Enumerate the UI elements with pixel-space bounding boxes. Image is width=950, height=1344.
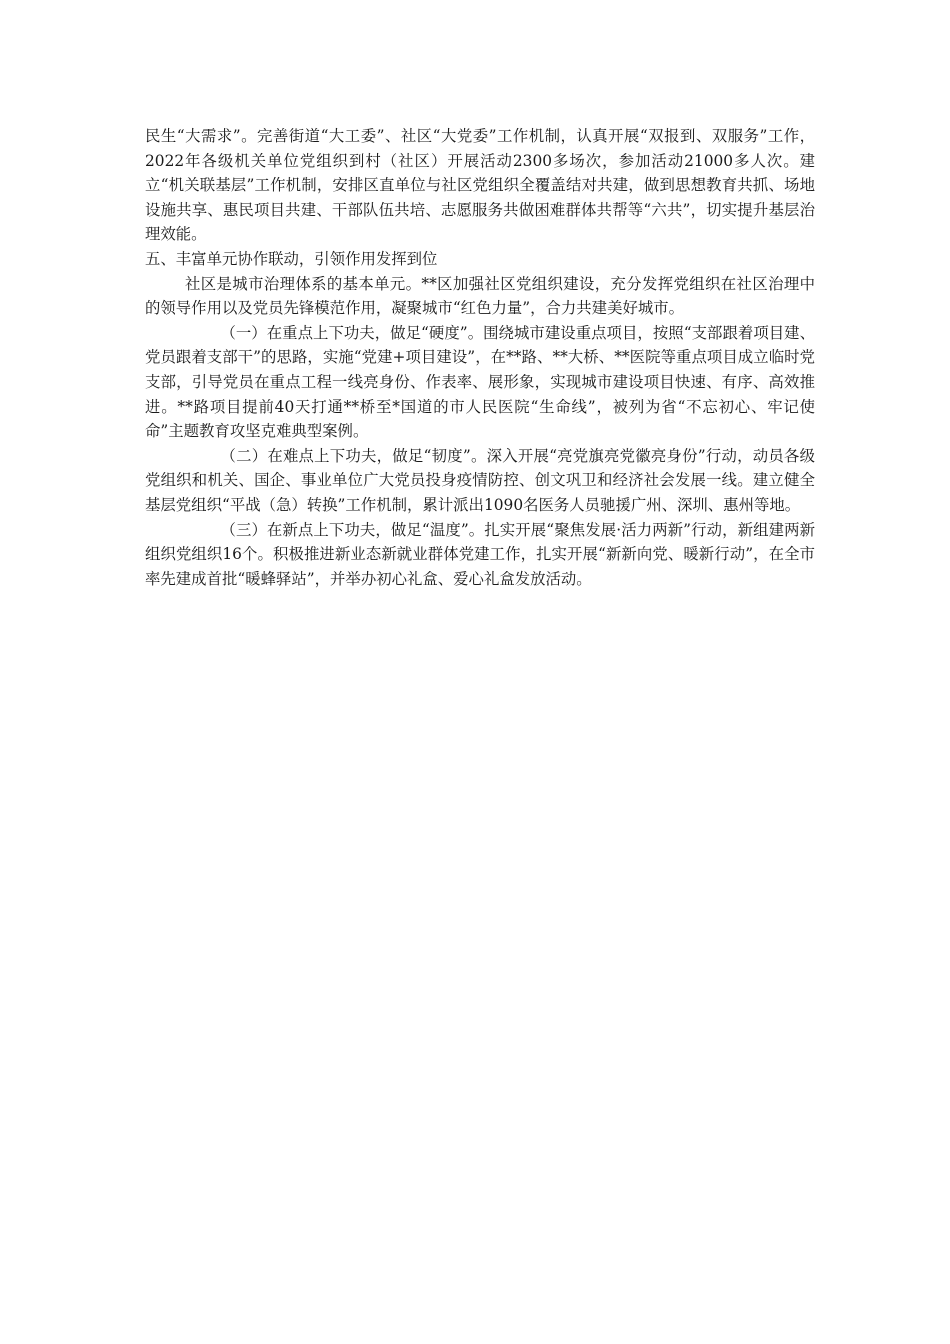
paragraph-item-two: （二）在难点上下功夫，做足“韧度”。深入开展“亮党旗亮党徽亮身份”行动，动员各级党组织和机关、国企、事业单位广大党员投身疫情防控、创文巩卫和经济社会发展一线。建立健全基层党组织“平战（急）转换”工作机制，累计派出1090名医务人员驰援广州、深圳、惠州等地。 [145,446,815,514]
paragraph-item-one: （一）在重点上下功夫，做足“硬度”。围绕城市建设重点项目，按照“支部跟着项目建、党员跟着支部干”的思路，实施“党建+项目建设”，在**路、**大桥、**医院等重点项目成立临时党支部，引导党员在重点工程一线亮身份、作表率、展形象，实现城市建设项目快速、有序、高效推进。**路项目提前40天打通**桥至*国道的市人民医院“生命线”，被列为省“不忘初心、牢记使命”主题教育攻坚克难典型案例。 [145,323,815,441]
document-body [145,124,815,591]
paragraph-community-intro: 社区是城市治理体系的基本单元。**区加强社区党组织建设，充分发挥党组织在社区治理中的领导作用以及党员先锋模范作用，凝聚城市“红色力量”，合力共建美好城市。 [145,274,815,318]
paragraph-continuation: 民生“大需求”。完善街道“大工委”、社区“大党委”工作机制，认真开展“双报到、双服务”工作，2022年各级机关单位党组织到村（社区）开展活动2300多场次，参加活动21000多人次。建立“机关联基层”工作机制，安排区直单位与社区党组织全覆盖结对共建，做到思想教育共抓、场地设施共享、惠民项目共建、干部队伍共培、志愿服务共做困难群体共帮等“六共”，切实提升基层治理效能。 [145,127,815,244]
section-heading-five: 五、丰富单元协作联动，引领作用发挥到位 [145,249,438,268]
paragraph-item-three: （三）在新点上下功夫，做足“温度”。扎实开展“聚焦发展·活力两新”行动，新组建两新组织党组织16个。积极推进新业态新就业群体党建工作，扎实开展“新新向党、暖新行动”，在全市率先建成首批“暖蜂驿站”，并举办初心礼盒、爱心礼盒发放活动。 [145,520,815,588]
